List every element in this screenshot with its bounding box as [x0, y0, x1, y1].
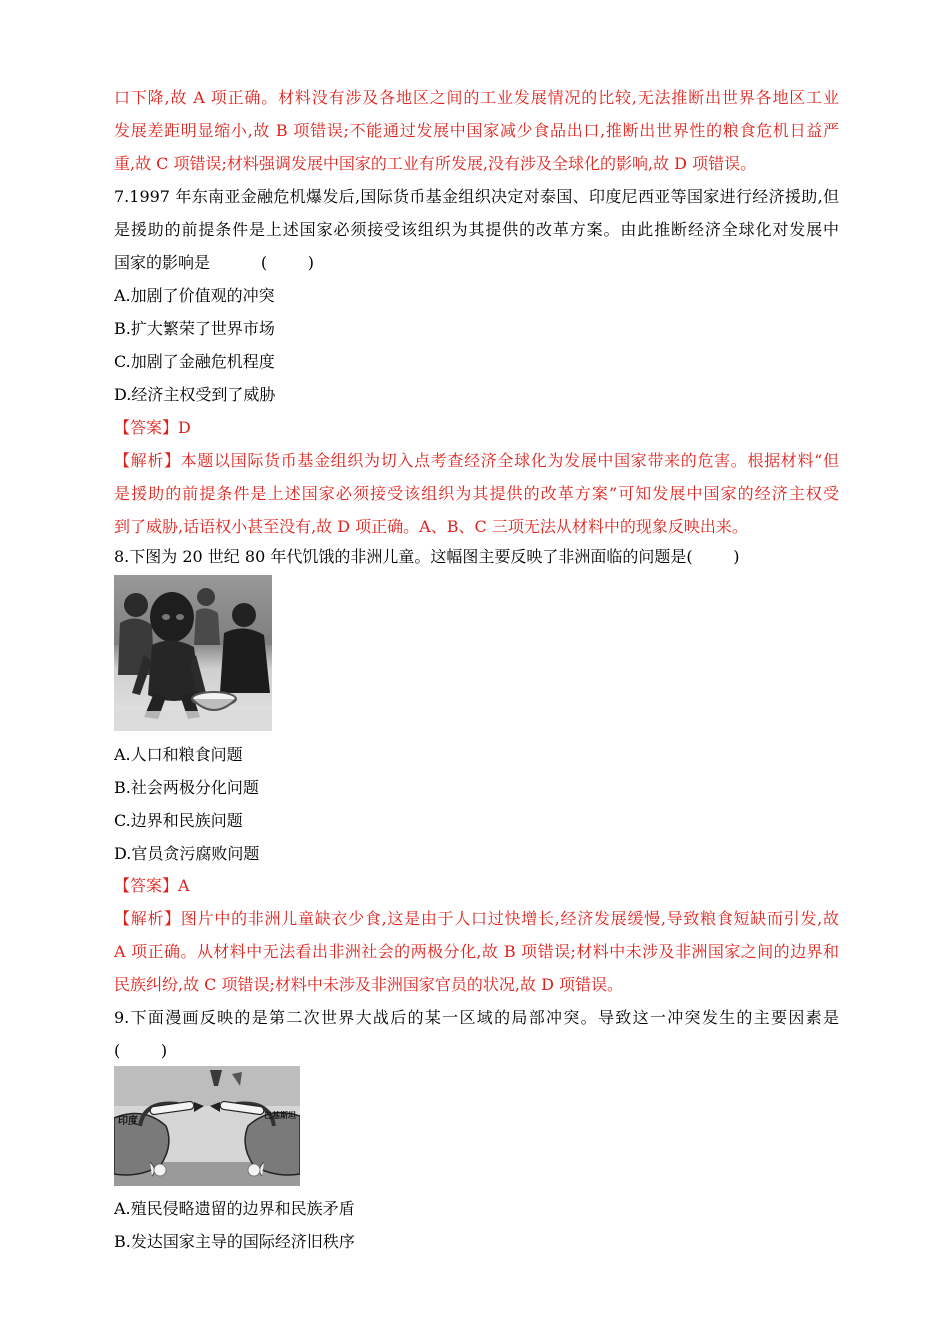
- option-a: A.加剧了价值观的冲突: [114, 286, 275, 305]
- option-a: A.殖民侵略遗留的边界和民族矛盾: [114, 1199, 355, 1218]
- option-a: A.人口和粮食问题: [114, 745, 243, 764]
- starving-child-photo: [114, 575, 272, 731]
- option-c: C.边界和民族问题: [114, 811, 243, 830]
- option-d: D.官员贪污腐败问题: [114, 844, 260, 863]
- analysis-line: 【解析】本题以国际货币基金组织为切入点考查经济全球化为发展中国家带来的危害。根据材料“但: [114, 451, 839, 470]
- cartoon-label-pakistan: 巴基斯坦: [264, 1111, 296, 1120]
- question-9-stem: 9.下面漫画反映的是第二次世界大战后的某一区域的局部冲突。导致这一冲突发生的主要因素是: [114, 1008, 839, 1027]
- answer-label: 【答案】D: [114, 418, 191, 437]
- analysis-line: 民族纠纷,故 C 项错误;材料中未涉及非洲国家官员的状况,故 D 项错误。: [114, 975, 623, 994]
- cartoon-label-india: 印度: [118, 1116, 138, 1127]
- analysis-line: 重,故 C 项错误;材料强调发展中国家的工业有所发展,没有涉及全球化的影响,故 D 项错误。: [114, 154, 757, 173]
- question-8-stem: 8.下图为 20 世纪 80 年代饥饿的非洲儿童。这幅图主要反映了非洲面临的问题是( ): [114, 547, 740, 566]
- analysis-line: 到了威胁,话语权小甚至没有,故 D 项正确。A、B、C 三项无法从材料中的现象反映出来。: [114, 517, 748, 536]
- question-7-stem: 7.1997 年东南亚金融危机爆发后,国际货币基金组织决定对泰国、印度尼西亚等国家进行经济援助,但: [114, 187, 839, 206]
- analysis-line: 【解析】图片中的非洲儿童缺衣少食,这是由于人口过快增长,经济发展缓慢,导致粮食短缺而引发,故: [114, 909, 839, 928]
- option-d: D.经济主权受到了威胁: [114, 385, 276, 404]
- analysis-line: 发展差距明显缩小,故 B 项错误;不能通过发展中国家减少食品出口,推断出世界性的粮食危机日益严: [114, 121, 839, 140]
- answer-label: 【答案】A: [114, 876, 190, 895]
- option-b: B.社会两极分化问题: [114, 778, 259, 797]
- question-7-stem: 国家的影响是 ( ): [114, 253, 315, 272]
- conflict-cartoon: [114, 1066, 300, 1186]
- option-b: B.发达国家主导的国际经济旧秩序: [114, 1232, 355, 1251]
- question-7-stem: 是援助的前提条件是上述国家必须接受该组织为其提供的改革方案。由此推断经济全球化对发展中: [114, 220, 839, 239]
- analysis-line: A 项正确。从材料中无法看出非洲社会的两极分化,故 B 项错误;材料中未涉及非洲国家之间的边界和: [114, 942, 839, 961]
- question-9-stem: ( ): [114, 1041, 168, 1060]
- analysis-line: 是援助的前提条件是上述国家必须接受该组织为其提供的改革方案”可知发展中国家的经济主权受: [114, 484, 839, 503]
- analysis-line: 口下降,故 A 项正确。材料没有涉及各地区之间的工业发展情况的比较,无法推断出世界各地区工业: [114, 88, 839, 107]
- option-b: B.扩大繁荣了世界市场: [114, 319, 275, 338]
- option-c: C.加剧了金融危机程度: [114, 352, 275, 371]
